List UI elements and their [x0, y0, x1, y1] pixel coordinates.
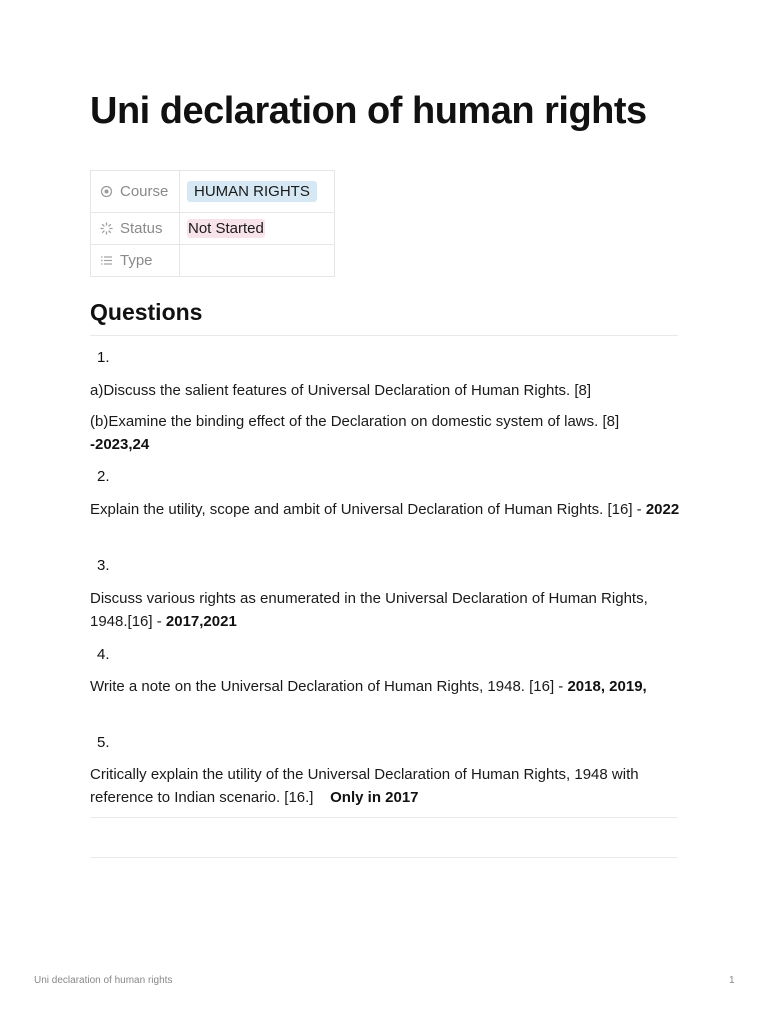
section-heading: Questions [90, 299, 203, 325]
question-years: 2018, 2019, [567, 678, 647, 695]
question-years: 2022 [645, 501, 680, 518]
property-name-type: Type [120, 252, 153, 269]
property-name-course: Course [120, 183, 169, 200]
property-name-status: Status [120, 220, 163, 237]
question-number: 1. [97, 349, 110, 366]
type-value[interactable] [180, 245, 335, 277]
question-number: 4. [97, 646, 110, 663]
question-text: Critically explain the utility of the Universal Declaration of Human Rights, 1948 with reference to Indian scenario. [16.] Only in 2017 [90, 766, 643, 806]
question-text: a)Discuss the salient features of Universal Declaration of Human Rights. [8] [90, 382, 592, 399]
question-years: 2017,2021 [165, 613, 237, 630]
page-title: Uni declaration of human rights [90, 90, 647, 132]
question-years: Only in 2017 [330, 789, 419, 806]
question-text: Discuss various rights as enumerated in the Universal Declaration of Human Rights, 1948.[16] - 2017,2021 [90, 590, 648, 630]
footer-document-name: Uni declaration of human rights [34, 975, 173, 986]
question-number: 2. [97, 468, 110, 485]
divider [90, 335, 678, 336]
status-tag[interactable]: Not Started [188, 220, 264, 237]
loading-spinner-icon [100, 222, 113, 235]
list-icon [100, 254, 113, 267]
question-text: Explain the utility, scope and ambit of Universal Declaration of Human Rights. [16] - 2022 [90, 501, 680, 518]
page-number: 1 [729, 975, 735, 986]
course-tag[interactable]: HUMAN RIGHTS [187, 181, 317, 202]
target-icon [100, 185, 113, 198]
property-row-type[interactable] [91, 245, 335, 277]
question-text: Write a note on the Universal Declaration of Human Rights, 1948. [16] - 2018, 2019, [90, 678, 647, 695]
properties-table [90, 170, 335, 277]
property-row-status[interactable] [91, 213, 335, 245]
question-number: 3. [97, 557, 110, 574]
question-number: 5. [97, 734, 110, 751]
divider [90, 857, 678, 858]
divider [90, 817, 678, 818]
question-text: (b)Examine the binding effect of the Declaration on domestic system of laws. [8] -2023,24 [90, 413, 620, 453]
question-years: -2023,24 [90, 436, 150, 453]
property-row-course[interactable] [91, 171, 335, 213]
